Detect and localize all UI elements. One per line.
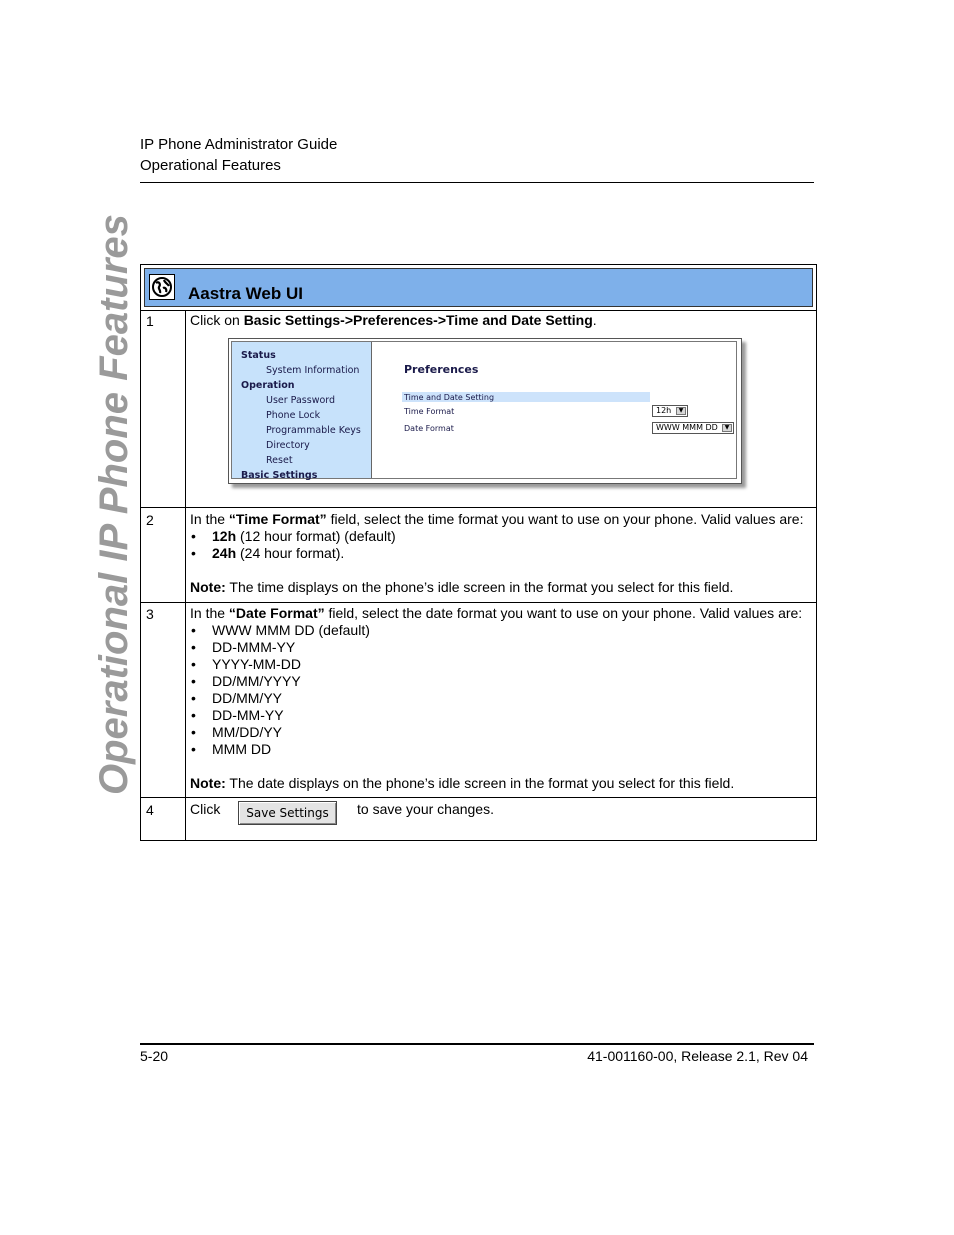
step-text-post: . (592, 312, 597, 328)
note-text: The time displays on the phone’s idle screen in the format you select for this field. (225, 579, 734, 595)
date-format-select[interactable] (652, 422, 734, 434)
section-label: Time and Date Setting (404, 393, 495, 402)
nav-phone-lock[interactable]: Phone Lock (266, 410, 321, 421)
option-value: 12h (212, 528, 237, 544)
list-item: • DD-MM-YY (190, 707, 810, 724)
sidebar-chapter-title: Operational IP Phone Features (92, 214, 136, 795)
table-border-left (140, 311, 141, 841)
preferences-heading: Preferences (404, 363, 479, 376)
step-number: 4 (146, 802, 154, 818)
page-number: 5-20 (140, 1048, 169, 1064)
row-divider (140, 602, 817, 603)
banner-frame (140, 264, 817, 311)
step-text (190, 605, 810, 792)
procedure-table (140, 264, 817, 841)
web-ui-nav (232, 342, 372, 481)
nav-reset[interactable]: Reset (266, 455, 293, 466)
chevron-down-icon: ▼ (676, 407, 686, 415)
list-item: • MM/DD/YY (190, 724, 810, 741)
step-text-pre: Click on (190, 312, 244, 328)
step-text-post: field, select the date format you want to use on your phone. Valid values are: (324, 605, 803, 621)
header-title: IP Phone Administrator Guide (140, 136, 338, 153)
field-name: “Time Format” (228, 511, 327, 527)
list-item (190, 528, 810, 545)
step-text-post: to save your changes. (357, 801, 494, 817)
table-border-right (816, 311, 817, 841)
step-text-pre: In the (190, 605, 229, 621)
time-format-label: Time Format (404, 407, 455, 416)
option-description: (12 hour format) (default) (236, 528, 396, 544)
step-text (190, 312, 597, 329)
banner (144, 268, 813, 307)
note-label: Note: (190, 775, 226, 791)
web-ui-frame (231, 341, 737, 479)
list-item (190, 545, 810, 562)
table-column-divider (185, 311, 186, 841)
note (190, 579, 810, 596)
globe-icon (149, 274, 175, 300)
table-border-bottom (140, 840, 817, 841)
banner-title: Aastra Web UI (188, 284, 303, 303)
step-text (190, 511, 810, 596)
save-settings-button[interactable]: Save Settings (238, 801, 337, 825)
step-text-pre: In the (190, 511, 229, 527)
step-text-pre: Click (190, 801, 221, 817)
row-divider (140, 797, 817, 798)
nav-operation[interactable]: Operation (241, 380, 295, 391)
row-divider (140, 507, 817, 508)
chevron-down-icon: ▼ (722, 424, 732, 432)
list-item: • WWW MMM DD (default) (190, 622, 810, 639)
note-text: The date displays on the phone’s idle screen in the format you select for this field. (225, 775, 735, 791)
note-label: Note: (190, 579, 226, 595)
step-text-post: field, select the time format you want to use on your phone. Valid values are: (326, 511, 804, 527)
date-format-label: Date Format (404, 424, 454, 433)
list-item: • MMM DD (190, 741, 810, 758)
time-format-list (190, 528, 810, 562)
header-subtitle: Operational Features (140, 157, 281, 174)
time-format-select[interactable] (652, 405, 688, 417)
option-description: (24 hour format). (236, 545, 345, 561)
list-item: • YYYY-MM-DD (190, 656, 810, 673)
nav-system-information[interactable]: System Information (266, 365, 360, 376)
header-rule (140, 182, 814, 183)
date-format-value: WWW MMM DD (656, 423, 718, 432)
option-value: 24h (212, 545, 237, 561)
step-number: 3 (146, 606, 154, 622)
nav-user-password[interactable]: User Password (266, 395, 336, 406)
nav-status[interactable]: Status (241, 350, 276, 361)
nav-programmable-keys[interactable]: Programmable Keys (266, 425, 361, 436)
nav-basic-settings[interactable]: Basic Settings (241, 470, 318, 481)
time-format-value: 12h (656, 406, 672, 415)
list-item: • DD-MMM-YY (190, 639, 810, 656)
nav-directory[interactable]: Directory (266, 440, 310, 451)
note (190, 775, 810, 792)
menu-path: Basic Settings->Preferences->Time and Date Setting (243, 312, 593, 328)
date-format-list (190, 622, 810, 758)
footer-rule (140, 1043, 814, 1045)
list-item: • DD/MM/YYYY (190, 673, 810, 690)
list-item: • DD/MM/YY (190, 690, 810, 707)
field-name: “Date Format” (228, 605, 325, 621)
document-release: 41-001160-00, Release 2.1, Rev 04 (587, 1048, 808, 1064)
step-number: 2 (146, 512, 154, 528)
web-ui-screenshot (228, 338, 742, 484)
step-number: 1 (146, 313, 154, 329)
